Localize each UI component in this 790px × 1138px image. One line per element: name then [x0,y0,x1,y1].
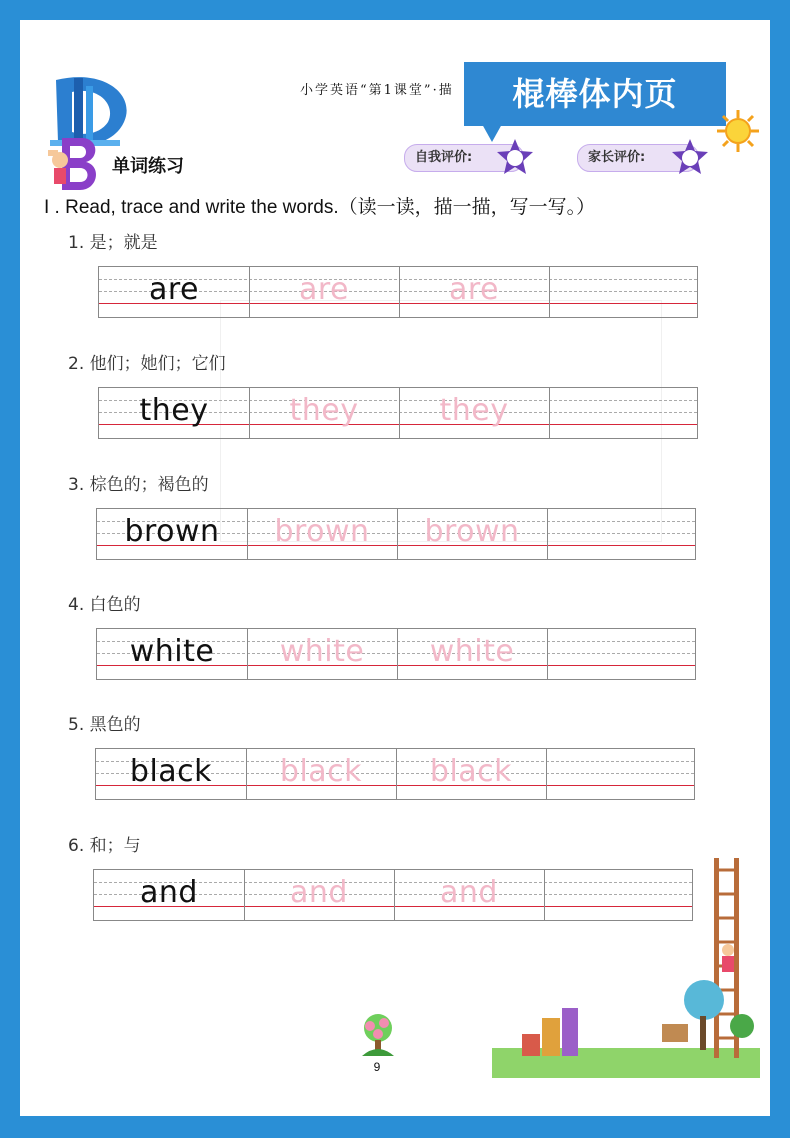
model-word: they [139,393,209,428]
trace-word: brown [274,514,370,549]
trace-word: brown [424,514,520,549]
parent-evaluation-label: 家长评价: [588,150,646,165]
handwriting-grid [95,748,695,800]
practice-item [20,349,770,459]
practice-item [20,470,770,580]
exercise-instruction: I . Read, trace and write the words.（读一读，描一描，写一写。） [44,197,596,218]
trace-word: white [279,634,365,669]
parent-evaluation-badge [577,144,699,172]
item-meaning-label: 5. 黑色的 [68,715,141,735]
sun-icon [715,108,761,154]
trace-word: they [439,393,509,428]
handwriting-grid [98,266,698,318]
item-meaning-label: 6. 和；与 [68,836,141,856]
section-title: 单词练习 [112,156,184,177]
font-style-banner: 棍棒体内页 [464,62,726,126]
cell-divider [547,509,548,559]
workbook-page [20,20,770,1116]
section-b-icon [46,132,104,194]
cell-divider [546,749,547,799]
trace-word: and [290,875,348,910]
running-header: 小学英语“第1课堂”·描 [300,83,454,98]
tree-icon [358,1012,398,1058]
trace-word: they [289,393,359,428]
parent-evaluation-star-icon[interactable] [670,137,710,177]
cell-divider [549,267,550,317]
item-meaning-label: 1. 是；就是 [68,233,158,253]
page-number: 9 [373,1060,381,1074]
trace-word: black [429,754,513,789]
practice-item [20,710,770,820]
trace-word: black [279,754,363,789]
cell-divider [547,629,548,679]
model-word: white [129,634,215,669]
model-word: black [129,754,213,789]
handwriting-grid [96,628,696,680]
item-meaning-label: 4. 白色的 [68,595,141,615]
model-word: and [140,875,198,910]
practice-item [20,590,770,700]
cell-divider [549,388,550,438]
trace-word: are [298,272,349,307]
item-meaning-label: 2. 他们；她们；它们 [68,354,226,374]
self-evaluation-badge [404,144,524,172]
model-word: brown [124,514,220,549]
self-evaluation-star-icon[interactable] [495,137,535,177]
handwriting-grid [96,508,696,560]
self-evaluation-label: 自我评价: [415,150,473,165]
trace-word: are [448,272,499,307]
trace-word: white [429,634,515,669]
ladder-scenery-illustration [492,858,760,1078]
handwriting-grid [98,387,698,439]
trace-word: and [440,875,498,910]
item-meaning-label: 3. 棕色的；褐色的 [68,475,209,495]
model-word: are [148,272,199,307]
practice-item [20,228,770,338]
